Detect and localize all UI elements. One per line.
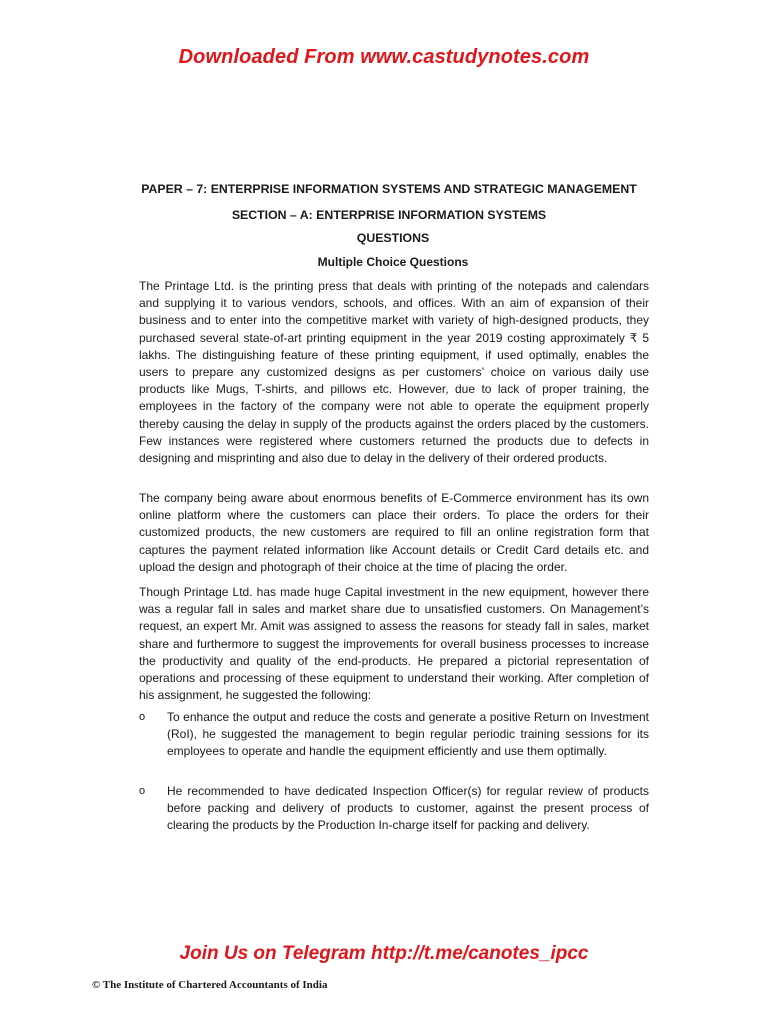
case-paragraph-1: The Printage Ltd. is the printing press that deals with printing of the notepads and calendars and supplying it to various vendors, schools, and offices. With an aim of expansion of their business and to enter into the competitive market with variety of high-designed products, they purchased several state-of-art printing equipment in the year 2019 costing approximately ₹ 5 lakhs. The distinguishing feature of these printing equipment, if used optimally, enables the users to prepare any customized designs as per customers’ choice on various daily use products like Mugs, T-shirts, and pillows etc. However, due to lack of proper training, the employees in the factory of the company were not able to operate the equipment properly thereby causing the delay in supply of the products against the orders placed by the customers. Few instances were registered where customers returned the products due to defects in designing and misprinting and also due to delay in the delivery of their ordered products. xyxy=(139,279,649,466)
case-paragraph-3: Though Printage Ltd. has made huge Capital investment in the new equipment, however there was a regular fall in sales and market share due to unsatisfied customers. On Management’s request, an expert Mr. Amit was assigned to assess the reasons for steady fall in sales, market share and furthermore to suggest the improvements for overall business processes to increase the productivity and quality of the end-products. He prepared a pictorial representation of operations and processing of these equipment to understand their working. After completion of his assignment, he suggested the following: xyxy=(139,585,649,703)
download-source-banner: Downloaded From www.castudynotes.com xyxy=(178,46,590,68)
mcq-heading: Multiple Choice Questions xyxy=(317,255,469,269)
questions-heading: QUESTIONS xyxy=(356,231,430,245)
suggestion-text-2: He recommended to have dedicated Inspection Officer(s) for regular review of products before packing and delivery of products to customer, against the present process of clearing the products by the Production In-charge itself for packing and delivery. xyxy=(167,784,649,833)
case-paragraph-2: The company being aware about enormous benefits of E-Commerce environment has its own online platform where the customers can place their orders. To place the orders for their customized products, the new customers are required to fill an online registration form that captures the payment related information like Account details or Credit Card details etc. and upload the design and photograph of their choice at the time of placing the order. xyxy=(139,491,649,574)
bullet-marker: o xyxy=(139,785,146,797)
copyright-footer: © The Institute of Chartered Accountants of India xyxy=(92,979,328,991)
suggestion-text-1: To enhance the output and reduce the costs and generate a positive Return on Investment (RoI), he suggested the management to begin regular periodic training sessions for its employees to operate and handle the equipment efficiently and use them optimally. xyxy=(167,710,649,759)
paper-title: PAPER – 7: ENTERPRISE INFORMATION SYSTEMS AND STRATEGIC MANAGEMENT xyxy=(141,182,637,196)
telegram-banner: Join Us on Telegram http://t.me/canotes_ipcc xyxy=(179,943,589,964)
section-title: SECTION – A: ENTERPRISE INFORMATION SYSTEMS xyxy=(231,208,547,222)
bullet-marker: o xyxy=(139,711,146,723)
